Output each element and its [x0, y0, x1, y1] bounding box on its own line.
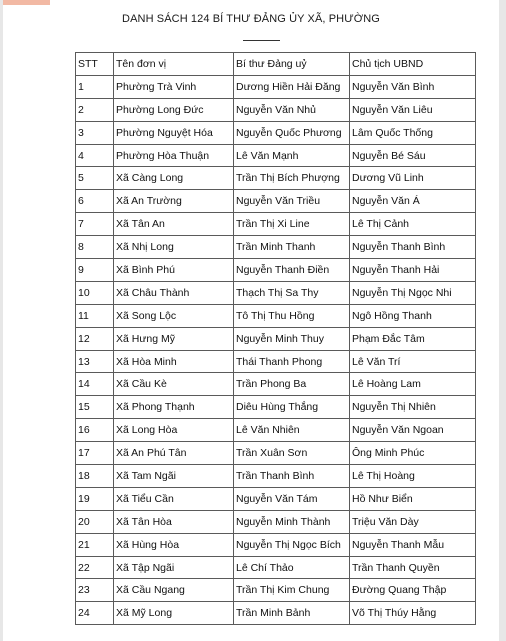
cell-unit-name: Xã Phong Thạnh — [114, 396, 234, 419]
cell-unit-name: Xã Tân Hòa — [114, 510, 234, 533]
cell-unit-name: Xã Càng Long — [114, 167, 234, 190]
cell-unit-name: Xã Long Hòa — [114, 419, 234, 442]
table-row — [76, 213, 476, 236]
cell-unit-name: Xã Tam Ngãi — [114, 465, 234, 488]
table-row — [76, 602, 476, 625]
cell-unit-name: Xã Châu Thành — [114, 281, 234, 304]
cell-party-secretary: Trần Xuân Sơn — [234, 442, 350, 465]
table-row — [76, 98, 476, 121]
cell-committee-chair: Nguyễn Bé Sáu — [350, 144, 476, 167]
cell-stt: 8 — [76, 236, 114, 259]
header-stt: STT — [76, 53, 114, 76]
cell-unit-name: Phường Trà Vinh — [114, 75, 234, 98]
cell-committee-chair: Phạm Đắc Tâm — [350, 327, 476, 350]
cell-party-secretary: Thái Thanh Phong — [234, 350, 350, 373]
cell-committee-chair: Ông Minh Phúc — [350, 442, 476, 465]
table-row — [76, 533, 476, 556]
cell-committee-chair: Hồ Như Biển — [350, 487, 476, 510]
table-row — [76, 487, 476, 510]
table-row — [76, 556, 476, 579]
cell-stt: 18 — [76, 465, 114, 488]
cell-party-secretary: Nguyễn Minh Thành — [234, 510, 350, 533]
cell-party-secretary: Nguyễn Minh Thuy — [234, 327, 350, 350]
cell-unit-name: Phường Hòa Thuận — [114, 144, 234, 167]
cell-stt: 17 — [76, 442, 114, 465]
cell-unit-name: Xã An Trường — [114, 190, 234, 213]
table-row — [76, 373, 476, 396]
cell-committee-chair: Ngô Hồng Thanh — [350, 304, 476, 327]
table-row — [76, 236, 476, 259]
cell-unit-name: Xã Cầu Ngang — [114, 579, 234, 602]
table-row — [76, 121, 476, 144]
cell-committee-chair: Nguyễn Thanh Bình — [350, 236, 476, 259]
cell-unit-name: Xã Nhị Long — [114, 236, 234, 259]
cell-committee-chair: Đường Quang Thập — [350, 579, 476, 602]
cell-stt: 16 — [76, 419, 114, 442]
table-row — [76, 167, 476, 190]
cell-party-secretary: Trần Minh Bảnh — [234, 602, 350, 625]
cell-committee-chair: Dương Vũ Linh — [350, 167, 476, 190]
cell-committee-chair: Võ Thị Thúy Hằng — [350, 602, 476, 625]
cell-committee-chair: Lê Thị Cảnh — [350, 213, 476, 236]
cell-stt: 13 — [76, 350, 114, 373]
cell-stt: 6 — [76, 190, 114, 213]
header-committee-chair: Chủ tịch UBND — [350, 53, 476, 76]
cell-unit-name: Xã Hưng Mỹ — [114, 327, 234, 350]
cell-party-secretary: Nguyễn Văn Tám — [234, 487, 350, 510]
table-body — [76, 75, 476, 624]
cell-committee-chair: Nguyễn Văn Bình — [350, 75, 476, 98]
cell-unit-name: Xã Tập Ngãi — [114, 556, 234, 579]
table-row — [76, 350, 476, 373]
cell-stt: 1 — [76, 75, 114, 98]
cell-party-secretary: Trần Thanh Bình — [234, 465, 350, 488]
cell-party-secretary: Tô Thị Thu Hồng — [234, 304, 350, 327]
cell-stt: 20 — [76, 510, 114, 533]
table-row — [76, 304, 476, 327]
table-row — [76, 419, 476, 442]
table-row — [76, 579, 476, 602]
cell-unit-name: Xã Tiểu Cần — [114, 487, 234, 510]
cell-committee-chair: Trần Thanh Quyền — [350, 556, 476, 579]
cell-committee-chair: Nguyễn Thị Nhiên — [350, 396, 476, 419]
cell-party-secretary: Trần Phong Ba — [234, 373, 350, 396]
cell-stt: 9 — [76, 259, 114, 282]
cell-unit-name: Phường Long Đức — [114, 98, 234, 121]
cell-committee-chair: Nguyễn Văn Liêu — [350, 98, 476, 121]
cell-committee-chair: Nguyễn Thanh Hải — [350, 259, 476, 282]
table-row — [76, 281, 476, 304]
cell-stt: 5 — [76, 167, 114, 190]
cell-unit-name: Xã Song Lộc — [114, 304, 234, 327]
cell-party-secretary: Nguyễn Thị Ngọc Bích — [234, 533, 350, 556]
cell-unit-name: Xã Mỹ Long — [114, 602, 234, 625]
cell-party-secretary: Trần Minh Thanh — [234, 236, 350, 259]
header-unit-name: Tên đơn vị — [114, 53, 234, 76]
cell-committee-chair: Nguyễn Văn Ngoan — [350, 419, 476, 442]
cell-unit-name: Xã Bình Phú — [114, 259, 234, 282]
table-row — [76, 327, 476, 350]
cell-unit-name: Xã Cầu Kè — [114, 373, 234, 396]
cell-party-secretary: Nguyễn Quốc Phương — [234, 121, 350, 144]
title-underline — [243, 40, 280, 41]
cell-stt: 3 — [76, 121, 114, 144]
cell-stt: 10 — [76, 281, 114, 304]
table-row — [76, 465, 476, 488]
cell-committee-chair: Nguyễn Thanh Mẫu — [350, 533, 476, 556]
cell-stt: 19 — [76, 487, 114, 510]
table-row — [76, 259, 476, 282]
cell-party-secretary: Nguyễn Văn Triều — [234, 190, 350, 213]
corner-tab — [3, 0, 50, 5]
table-row — [76, 442, 476, 465]
table-row — [76, 510, 476, 533]
table-row — [76, 75, 476, 98]
cell-stt: 15 — [76, 396, 114, 419]
cell-unit-name: Xã Hùng Hòa — [114, 533, 234, 556]
officials-table — [75, 52, 476, 625]
header-party-secretary: Bí thư Đảng uỷ — [234, 53, 350, 76]
document-page — [3, 0, 499, 641]
cell-stt: 14 — [76, 373, 114, 396]
cell-committee-chair: Triệu Văn Dày — [350, 510, 476, 533]
table-header-row — [76, 53, 476, 76]
cell-stt: 12 — [76, 327, 114, 350]
cell-party-secretary: Lê Văn Nhiên — [234, 419, 350, 442]
cell-stt: 21 — [76, 533, 114, 556]
table-row — [76, 396, 476, 419]
table-row — [76, 144, 476, 167]
cell-stt: 23 — [76, 579, 114, 602]
cell-unit-name: Xã An Phú Tân — [114, 442, 234, 465]
cell-stt: 11 — [76, 304, 114, 327]
cell-party-secretary: Nguyễn Văn Nhủ — [234, 98, 350, 121]
cell-party-secretary: Dương Hiền Hải Đăng — [234, 75, 350, 98]
cell-unit-name: Xã Tân An — [114, 213, 234, 236]
cell-party-secretary: Diêu Hùng Thắng — [234, 396, 350, 419]
cell-party-secretary: Trần Thị Xi Line — [234, 213, 350, 236]
cell-committee-chair: Nguyễn Thị Ngọc Nhi — [350, 281, 476, 304]
cell-party-secretary: Nguyễn Thanh Điền — [234, 259, 350, 282]
cell-party-secretary: Trần Thị Kim Chung — [234, 579, 350, 602]
cell-unit-name: Xã Hòa Minh — [114, 350, 234, 373]
cell-stt: 2 — [76, 98, 114, 121]
cell-party-secretary: Thạch Thị Sa Thy — [234, 281, 350, 304]
cell-committee-chair: Lê Hoàng Lam — [350, 373, 476, 396]
cell-stt: 24 — [76, 602, 114, 625]
cell-committee-chair: Lê Văn Trí — [350, 350, 476, 373]
cell-committee-chair: Lê Thị Hoàng — [350, 465, 476, 488]
cell-party-secretary: Lê Chí Thảo — [234, 556, 350, 579]
cell-party-secretary: Lê Văn Mạnh — [234, 144, 350, 167]
cell-stt: 22 — [76, 556, 114, 579]
table-row — [76, 190, 476, 213]
cell-stt: 7 — [76, 213, 114, 236]
cell-committee-chair: Nguyễn Văn Á — [350, 190, 476, 213]
cell-committee-chair: Lâm Quốc Thống — [350, 121, 476, 144]
cell-party-secretary: Trần Thị Bích Phượng — [234, 167, 350, 190]
cell-unit-name: Phường Nguyệt Hóa — [114, 121, 234, 144]
cell-stt: 4 — [76, 144, 114, 167]
document-title: DANH SÁCH 124 BÍ THƯ ĐẢNG ỦY XÃ, PHƯỜNG — [122, 13, 380, 25]
